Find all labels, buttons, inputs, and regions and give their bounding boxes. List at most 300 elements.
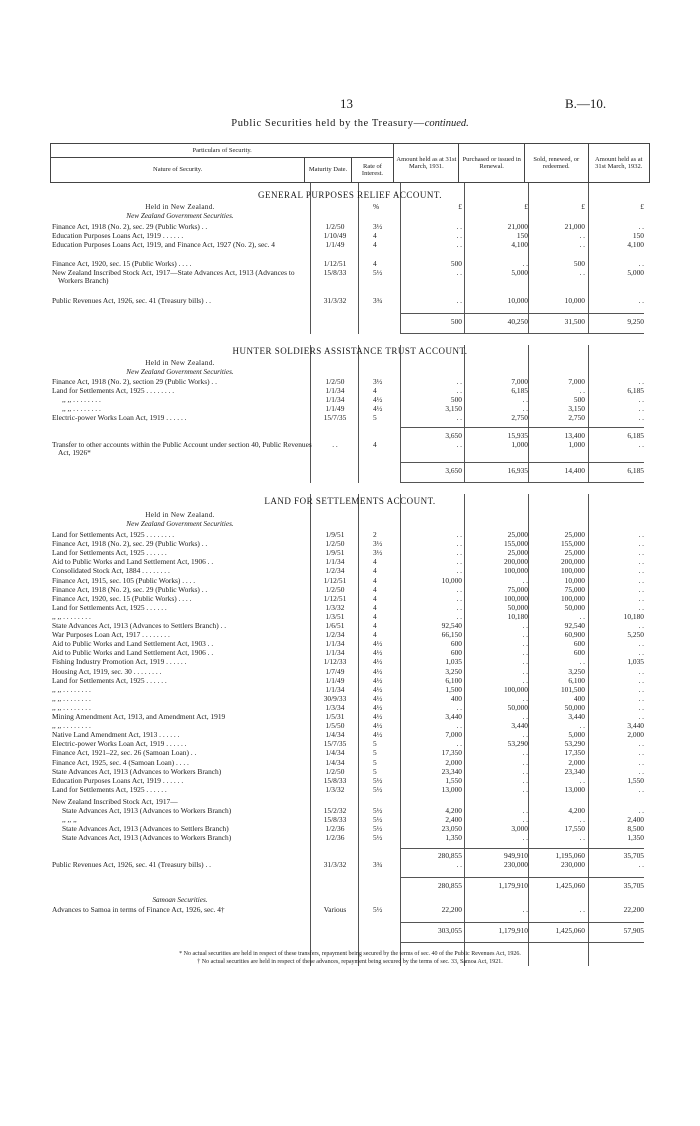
subtotal-purchased: 15,935 — [507, 431, 528, 440]
subtotal-amount-1931: 3,650 — [445, 431, 462, 440]
sold: 5,000 — [568, 730, 585, 740]
sold: 600 — [573, 639, 585, 649]
page-reference: B.—10. — [565, 96, 607, 111]
rule — [400, 877, 644, 878]
purchased: 7,000 — [511, 377, 528, 386]
amount-1931: . . — [456, 557, 462, 567]
total-purchased: 40,250 — [507, 317, 528, 326]
header-amount-1932: Amount held as at 31st March, 1932. — [588, 144, 649, 183]
amount-1932: . . — [638, 377, 644, 386]
amount-1932: . . — [638, 222, 644, 231]
purchased: 50,000 — [507, 602, 528, 612]
rule — [358, 183, 359, 334]
amount-1931: 22,200 — [441, 905, 462, 914]
amount-1932: . . — [638, 748, 644, 758]
interest-rate: 5½ — [373, 806, 383, 815]
amount-1931: 23,050 — [441, 824, 462, 834]
sold: . . — [579, 905, 585, 914]
maturity-date: . . — [332, 440, 338, 449]
amount-1931: . . — [456, 539, 462, 549]
particulars: Public Revenues Act, 1926, sec. 41 (Treasury bills) . . — [52, 296, 212, 305]
purchased: 50,000 — [507, 702, 528, 712]
sold: 400 — [573, 693, 585, 703]
amount-1932: . . — [638, 440, 644, 449]
purchased: 150 — [516, 231, 528, 240]
amount-1931: . . — [456, 296, 462, 305]
header-sold: Sold, renewed, or redeemed. — [524, 144, 588, 183]
amount-1932: . . — [638, 806, 644, 815]
amount-1931: 500 — [450, 395, 462, 404]
sold: 50,000 — [564, 602, 585, 612]
interest-rate: 4½ — [373, 404, 383, 413]
amount-1932: . . — [638, 757, 644, 767]
amount-1931: 7,000 — [445, 730, 462, 740]
amount-1932: 4,100 — [627, 240, 644, 249]
particulars: Finance Act, 1920, sec. 15 (Public Works) . . . . — [52, 593, 192, 603]
purchased: 155,000 — [503, 539, 528, 549]
sold: . . — [579, 268, 585, 277]
amount-1932: 1,550 — [627, 775, 644, 785]
amount-1931: 2,400 — [445, 815, 462, 825]
sold: 21,000 — [564, 222, 585, 231]
purchased: . . — [522, 806, 528, 815]
rule — [464, 183, 465, 334]
amount-1932: . . — [638, 566, 644, 576]
maturity-date: 1/1/34 — [325, 395, 345, 404]
amount-1931: . . — [456, 413, 462, 422]
purchased: . . — [522, 712, 528, 721]
total-amount-1932: 9,250 — [627, 317, 644, 326]
maturity-date: 1/2/50 — [325, 377, 345, 386]
sold: 500 — [573, 259, 585, 268]
purchased: 100,000 — [503, 593, 528, 603]
header-maturity: Maturity Date. — [305, 158, 351, 183]
subtotal-sold: 1,195,060 — [555, 851, 585, 860]
maturity-date: 1/12/51 — [323, 259, 347, 268]
sold: 92,540 — [564, 621, 585, 630]
particulars: Electric-power Works Loan Act, 1919 . . . . . . — [52, 413, 187, 422]
interest-rate: 4½ — [373, 639, 383, 649]
interest-rate: 4 — [373, 584, 377, 594]
amount-1932: . . — [638, 621, 644, 630]
purchased: . . — [522, 675, 528, 685]
maturity-date: 1/2/36 — [325, 824, 345, 834]
particulars: Finance Act, 1918 (No. 2), section 29 (Public Works) . . — [52, 377, 217, 386]
purchased: . . — [522, 666, 528, 676]
amount-1931: 10,000 — [441, 575, 462, 585]
subtotal-amount-1932: 6,185 — [627, 431, 644, 440]
particulars: State Advances Act, 1913 (Advances to Workers Branch) — [62, 806, 232, 815]
particulars: Land for Settlements Act, 1925 . . . . . . — [52, 602, 167, 612]
particulars: Finance Act, 1918 (No. 2), sec. 29 (Public Works) . . — [52, 584, 208, 594]
particulars: Aid to Public Works and Land Settlement Act, 1903 . . — [52, 639, 214, 649]
particulars: State Advances Act, 1913 (Advances to Workers Branch) — [62, 833, 232, 843]
gov-securities-heading: New Zealand Government Securities. — [126, 368, 234, 376]
amount-1931: 1,035 — [445, 657, 462, 667]
particulars: Aid to Public Works and Land Settlement Act, 1906 . . — [52, 557, 214, 567]
interest-rate: 4½ — [373, 693, 383, 703]
purchased: . . — [522, 775, 528, 785]
purchased: 25,000 — [507, 530, 528, 539]
interest-rate: 4½ — [373, 395, 383, 404]
maturity-date: 1/1/34 — [325, 684, 345, 694]
purchased: 10,180 — [507, 611, 528, 621]
particulars: Land for Settlements Act, 1925 . . . . . . — [52, 548, 167, 558]
purchased: . . — [522, 784, 528, 794]
particulars: Finance Act, 1915, sec. 105 (Public Works) . . . . — [52, 575, 196, 585]
subtotal-purchased: 1,179,910 — [498, 881, 528, 890]
sold: 60,900 — [564, 630, 585, 640]
purchased: 6,185 — [511, 386, 528, 395]
purchased: . . — [522, 639, 528, 649]
maturity-date: 1/5/50 — [325, 721, 345, 731]
interest-rate: 5½ — [373, 784, 383, 794]
purchased: . . — [522, 833, 528, 843]
sold: . . — [579, 386, 585, 395]
amount-1932: . . — [638, 712, 644, 721]
purchased: . . — [522, 766, 528, 776]
maturity-date: 1/2/50 — [325, 222, 345, 231]
particulars: Aid to Public Works and Land Settlement Act, 1906 . . — [52, 648, 214, 658]
maturity-date: 1/1/34 — [325, 386, 345, 395]
unit-pound: £ — [581, 202, 585, 211]
amount-1932: 6,185 — [627, 386, 644, 395]
amount-1931: . . — [456, 739, 462, 749]
held-in-nz-heading: Held in New Zealand. — [145, 511, 215, 519]
particulars: Public Revenues Act, 1926, sec. 41 (Treasury bills) . . — [52, 860, 212, 869]
purchased: . . — [522, 648, 528, 658]
amount-1931: 13,000 — [441, 784, 462, 794]
rule — [400, 462, 644, 463]
interest-rate: 4½ — [373, 712, 383, 721]
header-nature: Nature of Security. — [51, 158, 305, 183]
rule — [400, 333, 644, 334]
purchased: . . — [522, 621, 528, 630]
interest-rate: 5 — [373, 757, 377, 767]
particulars: Finance Act, 1918 (No. 2), sec. 29 (Public Works) . . — [52, 222, 208, 231]
interest-rate: 4½ — [373, 666, 383, 676]
subtotal-amount-1931: 280,855 — [437, 881, 462, 890]
footnote: * No actual securities are held in respect of these transfers, repayment being secured by the terms of sec. 40 of the Public Revenues Act, 1926. — [179, 951, 521, 957]
particulars: State Advances Act, 1913 (Advances to Settlers Branch) — [62, 824, 229, 834]
sold: . . — [579, 775, 585, 785]
rule — [400, 427, 644, 428]
particulars: New Zealand Inscribed Stock Act, 1917— — [52, 797, 178, 806]
amount-1931: 92,540 — [441, 621, 462, 630]
sold: 600 — [573, 648, 585, 658]
interest-rate: 5½ — [373, 775, 383, 785]
maturity-date: 1/5/31 — [325, 712, 345, 721]
amount-1931: . . — [456, 611, 462, 621]
particulars: State Advances Act, 1913 (Advances to Workers Branch) — [52, 766, 222, 776]
amount-1932: . . — [638, 530, 644, 539]
purchased: 3,000 — [511, 824, 528, 834]
particulars: Finance Act, 1925, sec. 4 (Samoan Loan) . . . . — [52, 757, 189, 767]
amount-1932: 1,350 — [627, 833, 644, 843]
amount-1931: 600 — [450, 648, 462, 658]
sold: 3,150 — [568, 404, 585, 413]
amount-1931: . . — [456, 860, 462, 869]
interest-rate: 5½ — [373, 824, 383, 834]
sold: 1,000 — [568, 440, 585, 449]
amount-1932: 2,400 — [627, 815, 644, 825]
interest-rate: 5 — [373, 766, 377, 776]
purchased: 53,290 — [507, 739, 528, 749]
amount-1931: . . — [456, 240, 462, 249]
purchased: 5,000 — [511, 268, 528, 277]
particulars: New Zealand Inscribed Stock Act, 1917—State Advances Act, 1913 (Advances to Workers Branch) — [52, 268, 295, 286]
maturity-date: 31/3/32 — [323, 296, 347, 305]
maturity-date: 1/12/51 — [323, 575, 347, 585]
interest-rate: 5 — [373, 748, 377, 758]
sold: 53,290 — [564, 739, 585, 749]
amount-1932: . . — [638, 404, 644, 413]
purchased: 25,000 — [507, 548, 528, 558]
particulars: Fishing Industry Promotion Act, 1919 . . . . . . — [52, 657, 187, 667]
sold: 101,500 — [560, 684, 585, 694]
rule — [528, 494, 529, 966]
amount-1931: . . — [456, 566, 462, 576]
amount-1931: . . — [456, 593, 462, 603]
interest-rate: 4 — [373, 557, 377, 567]
maturity-date: 15/7/35 — [323, 739, 347, 749]
amount-1931: 1,550 — [445, 775, 462, 785]
interest-rate: 3¾ — [373, 296, 383, 305]
total-sold: 14,400 — [564, 466, 585, 475]
held-in-nz-heading: Held in New Zealand. — [145, 203, 215, 211]
amount-1932: 5,250 — [627, 630, 644, 640]
particulars: ,, ,, . . . . . . . . — [52, 693, 91, 703]
amount-1931: . . — [456, 584, 462, 594]
purchased: . . — [522, 730, 528, 740]
sold: 17,350 — [564, 748, 585, 758]
sold: 3,250 — [568, 666, 585, 676]
amount-1931: 400 — [450, 693, 462, 703]
amount-1932: . . — [638, 593, 644, 603]
interest-rate: 4 — [373, 386, 377, 395]
amount-1932: . . — [638, 693, 644, 703]
page-title — [0, 118, 700, 129]
interest-rate: 3¾ — [373, 860, 383, 869]
footnote: † No actual securities are held in respect of these advances, repayment being secured by the terms of sec. 33, Samoa Act, 1921. — [197, 959, 503, 965]
maturity-date: 1/7/49 — [325, 666, 345, 676]
interest-rate: 4 — [373, 621, 377, 630]
amount-1931: 1,500 — [445, 684, 462, 694]
amount-1932: . . — [638, 602, 644, 612]
purchased: . . — [522, 657, 528, 667]
purchased: . . — [522, 748, 528, 758]
header-rate: Rate of Interest. — [351, 158, 394, 183]
maturity-date: 15/8/33 — [323, 815, 347, 825]
unit-pound: £ — [640, 202, 644, 211]
particulars: ,, ,, . . . . . . . . — [52, 702, 91, 712]
purchased: . . — [522, 757, 528, 767]
sold: . . — [579, 240, 585, 249]
amount-1932: . . — [638, 784, 644, 794]
purchased: . . — [522, 395, 528, 404]
amount-1931: . . — [456, 530, 462, 539]
amount-1931: . . — [456, 231, 462, 240]
particulars: Finance Act, 1918 (No. 2), sec. 29 (Public Works) . . — [52, 539, 208, 549]
maturity-date: 1/3/34 — [325, 702, 345, 712]
interest-rate: 5 — [373, 739, 377, 749]
amount-1932: 22,200 — [623, 905, 644, 914]
interest-rate: 4 — [373, 630, 377, 640]
interest-rate: 4½ — [373, 721, 383, 731]
interest-rate: 3½ — [373, 222, 383, 231]
maturity-date: 1/3/32 — [325, 602, 345, 612]
purchased: . . — [522, 259, 528, 268]
amount-1932: 8,500 — [627, 824, 644, 834]
maturity-date: 1/9/51 — [325, 548, 345, 558]
amount-1932: . . — [638, 684, 644, 694]
purchased: 1,000 — [511, 440, 528, 449]
section-title-general-purposes-relief: GENERAL PURPOSES RELIEF ACCOUNT. — [257, 190, 443, 200]
amount-1932: 3,440 — [627, 721, 644, 731]
sold: 200,000 — [560, 557, 585, 567]
purchased: 2,750 — [511, 413, 528, 422]
maturity-date: 31/3/32 — [323, 860, 347, 869]
maturity-date: 1/2/50 — [325, 539, 345, 549]
amount-1931: 600 — [450, 639, 462, 649]
particulars: Advances to Samoa in terms of Finance Act, 1926, sec. 4† — [52, 905, 225, 914]
particulars: Finance Act, 1920, sec. 15 (Public Works) . . . . — [52, 259, 192, 268]
particulars: ,, ,, . . . . . . . . — [52, 611, 91, 621]
maturity-date: 1/1/49 — [325, 404, 345, 413]
particulars: ,, ,, . . . . . . . . — [62, 404, 101, 413]
amount-1931: 2,000 — [445, 757, 462, 767]
sold: . . — [579, 833, 585, 843]
interest-rate: 4½ — [373, 648, 383, 658]
interest-rate: 4 — [373, 240, 377, 249]
sold: 100,000 — [560, 593, 585, 603]
amount-1932: . . — [638, 259, 644, 268]
interest-rate: 3½ — [373, 539, 383, 549]
maturity-date: 1/3/51 — [325, 611, 345, 621]
interest-rate: 5 — [373, 413, 377, 422]
rule — [528, 183, 529, 334]
sold: 7,000 — [568, 377, 585, 386]
purchased: 230,000 — [503, 860, 528, 869]
held-in-nz-heading: Held in New Zealand. — [145, 359, 215, 367]
rule — [310, 183, 311, 334]
maturity-date: 1/12/33 — [323, 657, 347, 667]
rule — [588, 183, 589, 334]
subtotal-purchased: 949,910 — [503, 851, 528, 860]
subtotal-amount-1932: 35,705 — [623, 881, 644, 890]
purchased: . . — [522, 404, 528, 413]
amount-1931: . . — [456, 377, 462, 386]
sold: 10,000 — [564, 296, 585, 305]
unit-pound: £ — [458, 202, 462, 211]
purchased: 100,000 — [503, 684, 528, 694]
section-title-hunter-soldiers: HUNTER SOLDIERS ASSISTANCE TRUST ACCOUNT. — [232, 346, 468, 356]
maturity-date: 15/7/35 — [323, 413, 347, 422]
maturity-date: 1/1/34 — [325, 639, 345, 649]
total-amount-1931: 3,650 — [445, 466, 462, 475]
sold: 6,100 — [568, 675, 585, 685]
interest-rate: 4½ — [373, 684, 383, 694]
subtotal-amount-1931: 280,855 — [437, 851, 462, 860]
purchased: . . — [522, 693, 528, 703]
interest-rate: 5½ — [373, 268, 383, 277]
rule — [400, 942, 644, 943]
maturity-date: 15/2/32 — [323, 806, 347, 815]
maturity-date: 1/1/49 — [325, 240, 345, 249]
interest-rate: 5½ — [373, 833, 383, 843]
maturity-date: 1/4/34 — [325, 757, 345, 767]
total-sold: 31,500 — [564, 317, 585, 326]
amount-1932: . . — [638, 395, 644, 404]
interest-rate: 4 — [373, 566, 377, 576]
interest-rate: 4 — [373, 602, 377, 612]
amount-1932: . . — [638, 639, 644, 649]
amount-1931: 500 — [450, 259, 462, 268]
amount-1931: . . — [456, 440, 462, 449]
particulars: Housing Act, 1919, sec. 30 . . . . . . . . — [52, 666, 162, 676]
table-header — [50, 143, 650, 183]
interest-rate: 4 — [373, 231, 377, 240]
subtotal-sold: 1,425,060 — [555, 881, 585, 890]
amount-1931: . . — [456, 268, 462, 277]
rule — [310, 345, 311, 483]
interest-rate: 5½ — [373, 815, 383, 825]
samoan-securities-heading: Samoan Securities. — [152, 896, 208, 904]
particulars: ,, ,, ,, — [62, 815, 77, 825]
maturity-date: 1/2/34 — [325, 630, 345, 640]
purchased: 3,440 — [511, 721, 528, 731]
section-title-land-for-settlements: LAND FOR SETTLEMENTS ACCOUNT. — [264, 496, 436, 506]
interest-rate: 4 — [373, 575, 377, 585]
amount-1932: . . — [638, 296, 644, 305]
amount-1931: . . — [456, 222, 462, 231]
amount-1931: 23,340 — [441, 766, 462, 776]
particulars: Finance Act, 1921–22, sec. 26 (Samoan Loan) . . — [52, 748, 197, 758]
particulars: War Purposes Loan Act, 1917 . . . . . . . . — [52, 630, 170, 640]
maturity-date: 1/2/36 — [325, 833, 345, 843]
maturity-date: 1/4/34 — [325, 748, 345, 758]
total-sold: 1,425,060 — [555, 926, 585, 935]
amount-1931: . . — [456, 548, 462, 558]
particulars: State Advances Act, 1913 (Advances to Settlers Branch) . . — [52, 621, 227, 630]
maturity-date: 1/3/32 — [325, 784, 345, 794]
sold: . . — [579, 231, 585, 240]
rule — [358, 494, 359, 966]
amount-1932: 5,000 — [627, 268, 644, 277]
rule — [400, 482, 644, 483]
total-purchased: 1,179,910 — [498, 926, 528, 935]
maturity-date: 1/2/50 — [325, 584, 345, 594]
amount-1931: . . — [456, 721, 462, 731]
page-title-continued: continued. — [424, 118, 469, 129]
total-amount-1932: 6,185 — [627, 466, 644, 475]
purchased: 10,000 — [507, 296, 528, 305]
amount-1931: 6,100 — [445, 675, 462, 685]
particulars: Education Purposes Loans Act, 1919 . . . . . . — [52, 775, 184, 785]
sold: . . — [579, 611, 585, 621]
amount-1932: . . — [638, 702, 644, 712]
amount-1932: . . — [638, 539, 644, 549]
particulars: Land for Settlements Act, 1925 . . . . . . . . — [52, 386, 175, 395]
maturity-date: 1/9/51 — [325, 530, 345, 539]
unit-percent: % — [373, 202, 380, 211]
page-title-main: Public Securities held by the Treasury— — [231, 118, 425, 129]
particulars: Education Purposes Loans Act, 1919 . . . . . . — [52, 231, 184, 240]
interest-rate: 4½ — [373, 730, 383, 740]
interest-rate: 4 — [373, 259, 377, 268]
purchased: 21,000 — [507, 222, 528, 231]
particulars: ,, ,, . . . . . . . . — [52, 684, 91, 694]
